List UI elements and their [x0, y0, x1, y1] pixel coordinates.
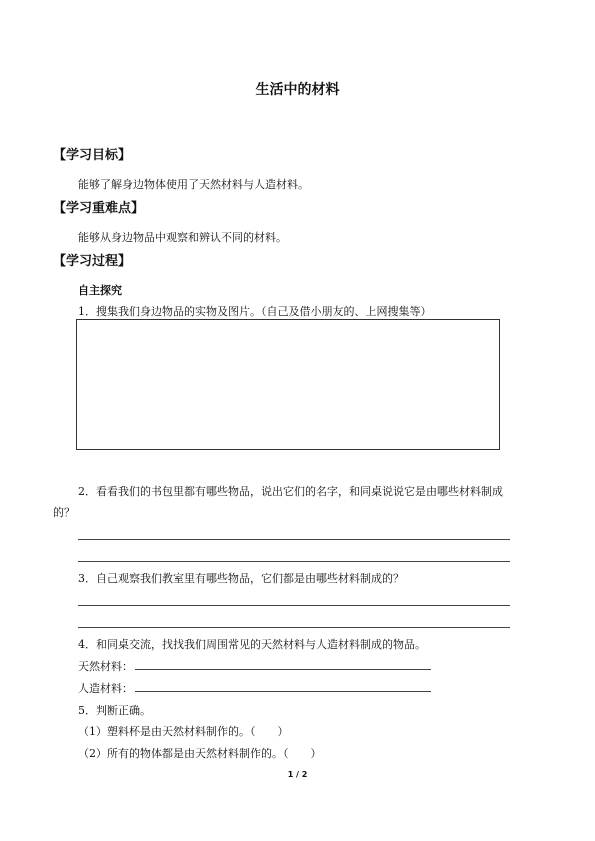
question-5-item-1: （1）塑料杯是由天然材料制作的。（ ） — [78, 725, 289, 738]
question-4: 4．和同桌交流，找找我们周围常见的天然材料与人造材料制成的物品。 — [78, 638, 426, 651]
question-4-artificial-row — [78, 680, 431, 696]
page-number: 1 / 2 — [287, 770, 308, 779]
goals-text: 能够了解身边物体使用了天然材料与人造材料。 — [78, 178, 309, 191]
page-title: 生活中的材料 — [255, 82, 340, 98]
question-1-answer-box[interactable] — [76, 319, 500, 450]
section-heading-goals: 【学习目标】 — [53, 148, 132, 163]
question-2-answer-line-1[interactable] — [78, 539, 510, 540]
key-points-text: 能够从身边物品中观察和辨认不同的材料。 — [78, 231, 287, 244]
question-3-answer-line-1[interactable] — [78, 605, 510, 606]
section-heading-process: 【学习过程】 — [53, 254, 132, 269]
question-2-line-1: 2．看看我们的书包里都有哪些物品，说出它们的名字，和同桌说说它是由哪些材料制成 — [78, 485, 503, 498]
question-4-artificial-blank[interactable] — [135, 680, 431, 692]
question-4-artificial-label: 人造材料： — [78, 682, 133, 695]
question-4-natural-blank[interactable] — [135, 658, 431, 670]
question-1: 1．搜集我们身边物品的实物及图片。（自己及借小朋友的、上网搜集等） — [78, 305, 432, 318]
question-3-answer-line-2[interactable] — [78, 627, 510, 628]
question-4-natural-row — [78, 658, 431, 674]
section-heading-key-points: 【学习重难点】 — [53, 201, 145, 216]
question-2-line-2: 的？ — [53, 506, 75, 519]
question-2-answer-line-2[interactable] — [78, 561, 510, 562]
question-4-natural-label: 天然材料： — [78, 660, 133, 673]
question-5-item-2: （2）所有的物体都是由天然材料制作的。（ ） — [78, 747, 322, 760]
question-5: 5．判断正确。 — [78, 704, 151, 717]
question-3: 3．自己观察我们教室里有哪些物品，它们都是由哪些材料制成的？ — [78, 572, 404, 585]
subheading-self-study: 自主探究 — [78, 284, 122, 297]
